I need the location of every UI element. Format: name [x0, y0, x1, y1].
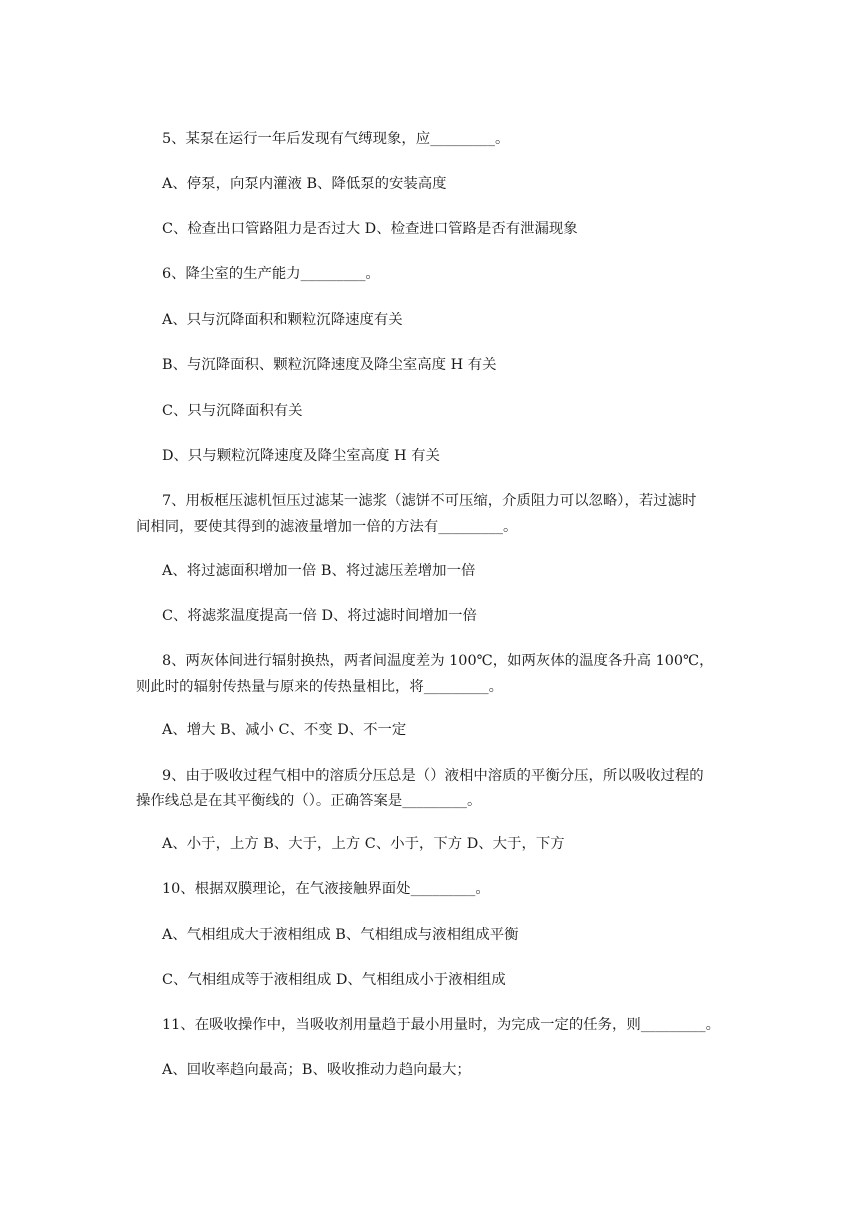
question-8: 8、两灰体间进行辐射换热，两者间温度差为 100℃，如两灰体的温度各升高 100℃，	[162, 653, 714, 669]
question-10: 10、根据双膜理论，在气液接触界面处_________。	[162, 881, 490, 897]
question-5: 5、某泵在运行一年后发现有气缚现象，应_________。	[162, 131, 510, 147]
option-line: B、与沉降面积、颗粒沉降速度及降尘室高度 H 有关	[162, 357, 497, 373]
option-line: C、只与沉降面积有关	[162, 403, 303, 419]
question-8-continued: 则此时的辐射传热量与原来的传热量相比，将_________。	[136, 679, 503, 695]
option-line: A、停泵，向泵内灌液 B、降低泵的安装高度	[162, 176, 447, 192]
question-7-continued: 间相同，要使其得到的滤液量增加一倍的方法有_________。	[136, 519, 518, 535]
option-line: A、增大 B、减小 C、不变 D、不一定	[162, 722, 407, 738]
option-line: A、小于，上方 B、大于，上方 C、小于，下方 D、大于，下方	[162, 836, 565, 852]
option-line: A、回收率趋向最高；B、吸收推动力趋向最大；	[162, 1062, 471, 1078]
option-line: A、只与沉降面积和颗粒沉降速度有关	[162, 312, 403, 328]
question-11: 11、在吸收操作中，当吸收剂用量趋于最小用量时，为完成一定的任务，则_________。	[162, 1017, 720, 1033]
option-line: C、将滤浆温度提高一倍 D、将过滤时间增加一倍	[162, 608, 477, 624]
option-line: C、检查出口管路阻力是否过大 D、检查进口管路是否有泄漏现象	[162, 221, 578, 237]
question-6: 6、降尘室的生产能力_________。	[162, 266, 380, 282]
question-9: 9、由于吸收过程气相中的溶质分压总是（）液相中溶质的平衡分压，所以吸收过程的	[162, 768, 704, 784]
option-line: C、气相组成等于液相组成 D、气相组成小于液相组成	[162, 972, 506, 988]
question-9-continued: 操作线总是在其平衡线的（）。正确答案是_________。	[136, 793, 482, 809]
option-line: A、气相组成大于液相组成 B、气相组成与液相组成平衡	[162, 927, 519, 943]
option-line: D、只与颗粒沉降速度及降尘室高度 H 有关	[162, 448, 440, 464]
question-7: 7、用板框压滤机恒压过滤某一滤浆（滤饼不可压缩，介质阻力可以忽略），若过滤时	[162, 493, 697, 509]
option-line: A、将过滤面积增加一倍 B、将过滤压差增加一倍	[162, 563, 476, 579]
